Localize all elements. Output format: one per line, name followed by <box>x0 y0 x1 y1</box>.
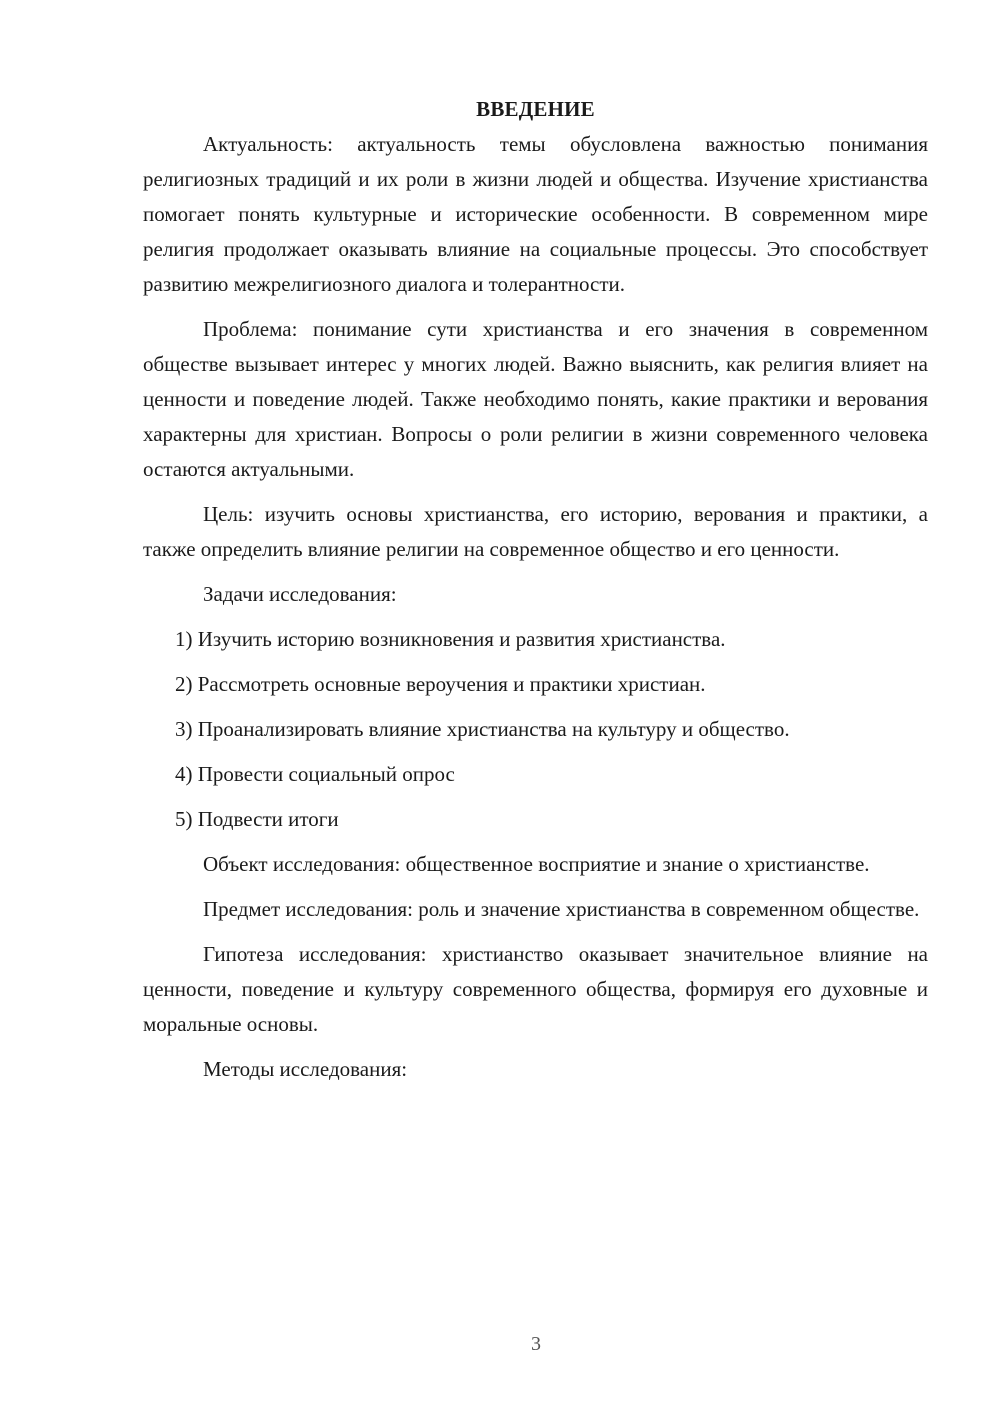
document-page <box>143 92 928 1097</box>
list-item: 4) Провести социальный опрос <box>175 762 455 786</box>
page-number: 3 <box>531 1333 541 1355</box>
hypothesis-paragraph: Гипотеза исследования: христианство оказывает значительное влияние на ценности, поведение и культуру современного общества, формируя его духовные и моральные основы. <box>143 942 928 1036</box>
methods-heading: Методы исследования: <box>203 1057 408 1081</box>
tasks-list <box>143 622 928 837</box>
document-title: ВВЕДЕНИЕ <box>476 97 595 121</box>
list-item: 1) Изучить историю возникновения и развития христианства. <box>175 627 726 651</box>
tasks-heading: Задачи исследования: <box>203 582 397 606</box>
list-item: 2) Рассмотреть основные вероучения и практики христиан. <box>175 672 706 696</box>
subject-paragraph: Предмет исследования: роль и значение христианства в современном обществе. <box>203 897 920 921</box>
object-paragraph: Объект исследования: общественное восприятие и знание о христианстве. <box>203 852 870 876</box>
goal-paragraph: Цель: изучить основы христианства, его историю, верования и практики, а также определить влияние религии на современное общество и его ценности. <box>143 502 928 561</box>
problem-paragraph: Проблема: понимание сути христианства и его значения в современном обществе вызывает интерес у многих людей. Важно выяснить, как религия влияет на ценности и поведение людей. Также необходимо понять, какие практики и верования характерны для христиан. Вопросы о роли религии в жизни современного человека остаются актуальными. <box>143 317 928 481</box>
list-item: 3) Проанализировать влияние христианства на культуру и общество. <box>175 717 790 741</box>
list-item: 5) Подвести итоги <box>175 807 339 831</box>
relevance-paragraph: Актуальность: актуальность темы обусловлена важностью понимания религиозных традиций и их роли в жизни людей и общества. Изучение христианства помогает понять культурные и исторические особенности. В современном мире религия продолжает оказывать влияние на социальные процессы. Это способствует развитию межрелигиозного диалога и толерантности. <box>143 132 928 296</box>
